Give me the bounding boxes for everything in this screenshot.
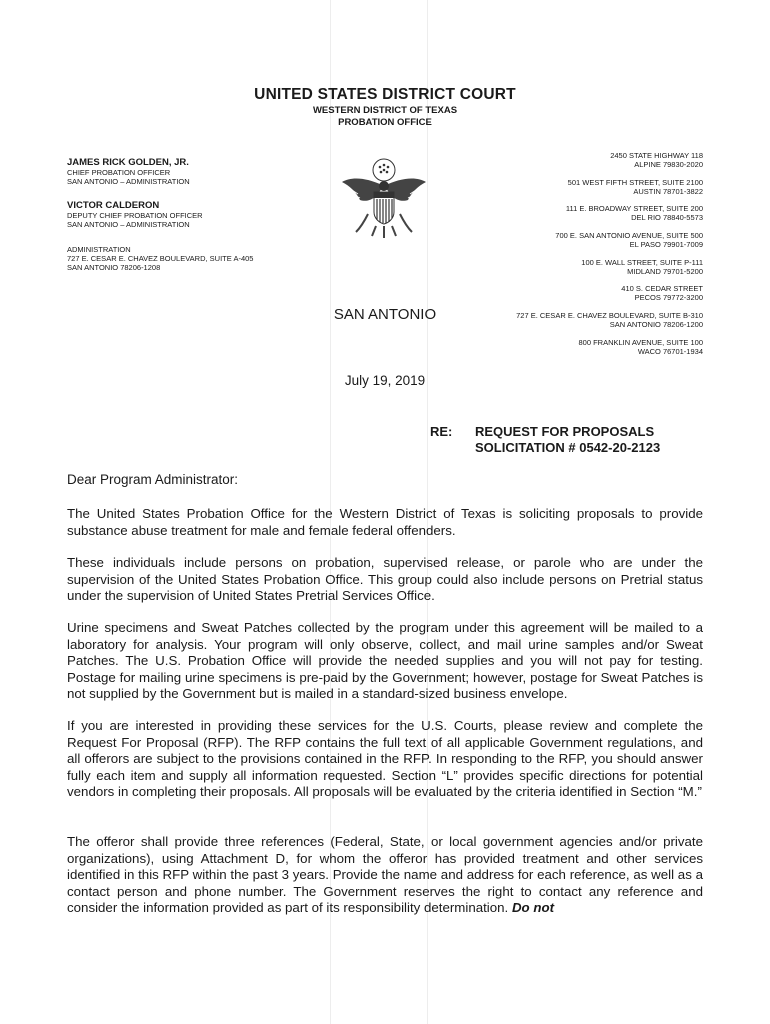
administration-city: SAN ANTONIO 78206-1208 (67, 263, 161, 272)
subject-line-1: REQUEST FOR PROPOSALS (475, 424, 655, 439)
office-street: 111 E. BROADWAY STREET, SUITE 200 (565, 204, 703, 213)
administration-street: 727 E. CESAR E. CHAVEZ BOULEVARD, SUITE A-405 (67, 254, 254, 263)
office-city: ALPINE 79830-2020 (634, 160, 703, 169)
subject-line-2: SOLICITATION # 0542-20-2123 (475, 440, 661, 455)
office-waco (579, 338, 704, 356)
office-street: 100 E. WALL STREET, SUITE P-111 (581, 258, 703, 267)
re-label: RE: (430, 424, 453, 439)
office-name: PROBATION OFFICE (338, 117, 432, 128)
administration-label: ADMINISTRATION (67, 245, 131, 254)
official-location: SAN ANTONIO – ADMINISTRATION (67, 177, 190, 186)
office-city: WACO 76701-1934 (637, 347, 703, 356)
body-paragraph: If you are interested in providing these services for the U.S. Courts, please review and complete the Request For Proposal (RFP). The RFP contains the full text of all applicable Government regulations, and all offerors are subject to the provisions contained in the RFP. In responding to the RFP, you should answer fully each item and supply all information requested. Section “L” provides specific directions for potential vendors in completing their proposals. All proposals will be evaluated by the criteria identified in Section “M.” (67, 718, 703, 800)
office-el-paso (555, 231, 703, 249)
office-pecos (621, 284, 703, 302)
office-city: EL PASO 79901-7009 (629, 240, 703, 249)
body-paragraph (67, 834, 703, 917)
body-paragraph: These individuals include persons on probation, supervised release, or parole who are under the supervision of the United States Probation Office. This group could also include persons on Pretrial status under the supervision of United States Pretrial Services Office. (67, 555, 703, 604)
letter-city: SAN ANTONIO (333, 306, 437, 323)
official-name: JAMES RICK GOLDEN, JR. (67, 157, 189, 168)
salutation: Dear Program Administrator: (67, 472, 239, 487)
office-alpine (610, 151, 703, 169)
official-location: SAN ANTONIO – ADMINISTRATION (67, 220, 190, 229)
administration-address (67, 245, 253, 272)
official-chief (67, 157, 190, 186)
office-street: 800 FRANKLIN AVENUE, SUITE 100 (578, 338, 703, 347)
office-city: AUSTIN 78701-3822 (633, 187, 703, 196)
office-street: 727 E. CESAR E. CHAVEZ BOULEVARD, SUITE B-310 (516, 311, 703, 320)
official-title: CHIEF PROBATION OFFICER (67, 168, 171, 177)
office-street: 410 S. CEDAR STREET (621, 284, 703, 293)
office-street: 700 E. SAN ANTONIO AVENUE, SUITE 500 (555, 231, 703, 240)
office-del-rio (566, 204, 703, 222)
office-midland (581, 258, 703, 276)
eagle-seal-icon (338, 156, 430, 240)
office-street: 2450 STATE HIGHWAY 118 (610, 151, 703, 160)
office-city: MIDLAND 79701-5200 (627, 267, 703, 276)
subject-line (475, 424, 660, 456)
official-title: DEPUTY CHIEF PROBATION OFFICER (67, 211, 203, 220)
official-name: VICTOR CALDERON (67, 200, 160, 211)
letter-date: July 19, 2019 (344, 373, 426, 388)
court-title: UNITED STATES DISTRICT COURT (254, 86, 516, 103)
official-deputy (67, 200, 203, 229)
trailing-emphasis: Do not (511, 900, 555, 916)
district-name: WESTERN DISTRICT OF TEXAS (312, 105, 458, 116)
body-paragraph: The United States Probation Office for the Western District of Texas is soliciting proposals to provide substance abuse treatment for male and female federal offenders. (67, 506, 703, 538)
body-paragraph: Urine specimens and Sweat Patches collected by the program under this agreement will be mailed to a laboratory for analysis. Your program will only observe, collect, and mail urine samples and/or Sweat Patches. The U.S. Probation Office will provide the needed supplies and you will not pay for testing. Postage for mailing urine specimens is pre-paid by the Government; however, postage for Sweat Patches is not supplied by the Government but is mailed in a standard-sized business envelope. (67, 620, 703, 702)
office-street: 501 WEST FIFTH STREET, SUITE 2100 (567, 178, 703, 187)
office-austin (568, 178, 703, 196)
body-paragraph-text: The offeror shall provide three references (Federal, State, or local government agencies and/or private organizations), using Attachment D, for whom the offeror has provided treatment and other services identified in this RFP within the past 3 years. Provide the name and address for each reference, as well as a contact person and phone number. The Government reserves the right to contact any reference and consider the information provided as part of its responsibility determination. (67, 834, 703, 916)
office-city: PECOS 79772-3200 (634, 293, 703, 302)
office-city: SAN ANTONIO 78206-1200 (609, 320, 703, 329)
office-city: DEL RIO 78840-5573 (631, 213, 703, 222)
